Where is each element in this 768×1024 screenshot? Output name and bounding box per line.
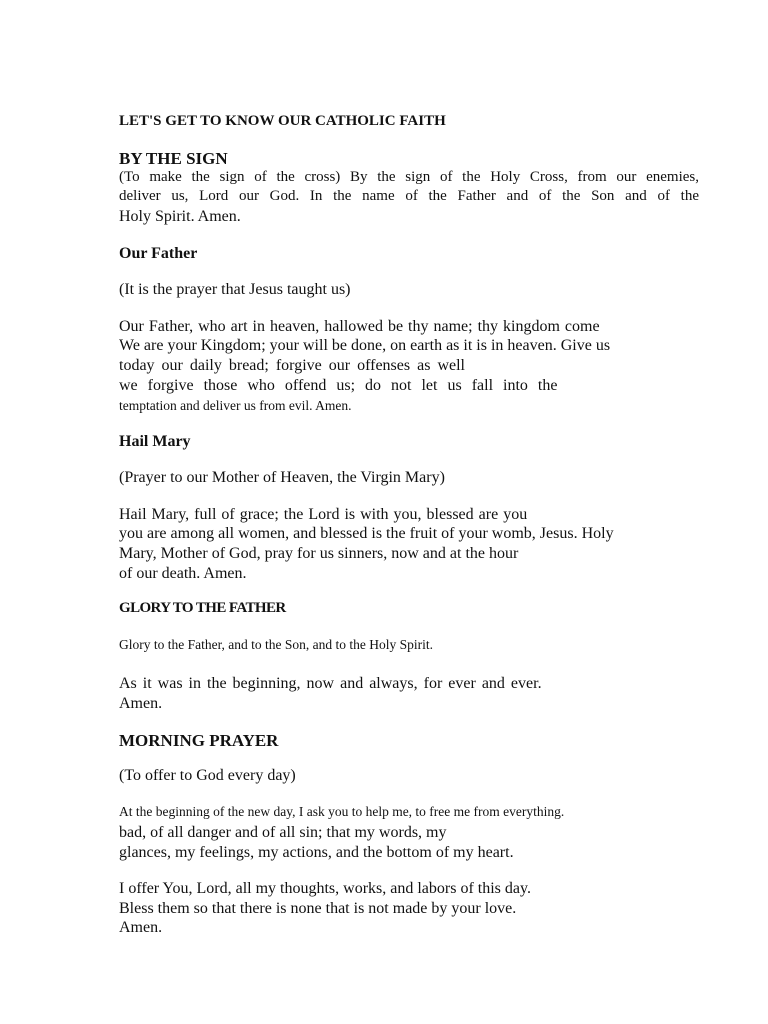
morning-note: (To offer to God every day)	[119, 767, 296, 784]
morning-line-3: glances, my feelings, my actions, and the bottom of my heart.	[119, 844, 514, 861]
sign-line-3: Holy Spirit. Amen.	[119, 208, 241, 225]
sign-line-1: (To make the sign of the cross) By the sign of the Holy Cross, from our enemies,	[119, 169, 699, 185]
our-father-line-2: We are your Kingdom; your will be done, on earth as it is in heaven. Give us	[119, 337, 611, 354]
sign-heading: BY THE SIGN	[119, 149, 228, 168]
hail-mary-line-1: Hail Mary, full of grace; the Lord is with you, blessed are you	[119, 506, 528, 523]
glory-line-3: Amen.	[119, 695, 163, 712]
hail-mary-note: (Prayer to our Mother of Heaven, the Virgin Mary)	[119, 469, 445, 486]
hail-mary-heading: Hail Mary	[119, 433, 191, 450]
morning-line-1: At the beginning of the new day, I ask you to help me, to free me from everything.	[119, 804, 565, 819]
document-title: LET'S GET TO KNOW OUR CATHOLIC FAITH	[119, 113, 446, 129]
our-father-line-3: today our daily bread; forgive our offenses as well	[119, 357, 465, 374]
morning-heading: MORNING PRAYER	[119, 731, 279, 750]
hail-mary-line-3: Mary, Mother of God, pray for us sinners, now and at the hour	[119, 545, 519, 562]
morning-offer-line-3: Amen.	[119, 919, 163, 936]
our-father-note: (It is the prayer that Jesus taught us)	[119, 281, 351, 298]
morning-offer-line-2: Bless them so that there is none that is not made by your love.	[119, 900, 517, 917]
our-father-line-5: temptation and deliver us from evil. Amen.	[119, 398, 352, 413]
our-father-line-1: Our Father, who art in heaven, hallowed be thy name; thy kingdom come	[119, 318, 600, 335]
glory-heading: GLORY TO THE FATHER	[119, 600, 286, 616]
hail-mary-line-2: you are among all women, and blessed is the fruit of your womb, Jesus. Holy	[119, 525, 614, 542]
hail-mary-line-4: of our death. Amen.	[119, 565, 247, 582]
sign-line-2: deliver us, Lord our God. In the name of the Father and of the Son and of the	[119, 188, 699, 204]
morning-offer-line-1: I offer You, Lord, all my thoughts, works, and labors of this day.	[119, 880, 531, 897]
glory-line-1: Glory to the Father, and to the Son, and to the Holy Spirit.	[119, 637, 434, 652]
our-father-heading: Our Father	[119, 245, 198, 262]
glory-line-2: As it was in the beginning, now and always, for ever and ever.	[119, 675, 542, 692]
our-father-line-4: we forgive those who offend us; do not let us fall into the	[119, 377, 558, 394]
morning-line-2: bad, of all danger and of all sin; that my words, my	[119, 824, 447, 841]
